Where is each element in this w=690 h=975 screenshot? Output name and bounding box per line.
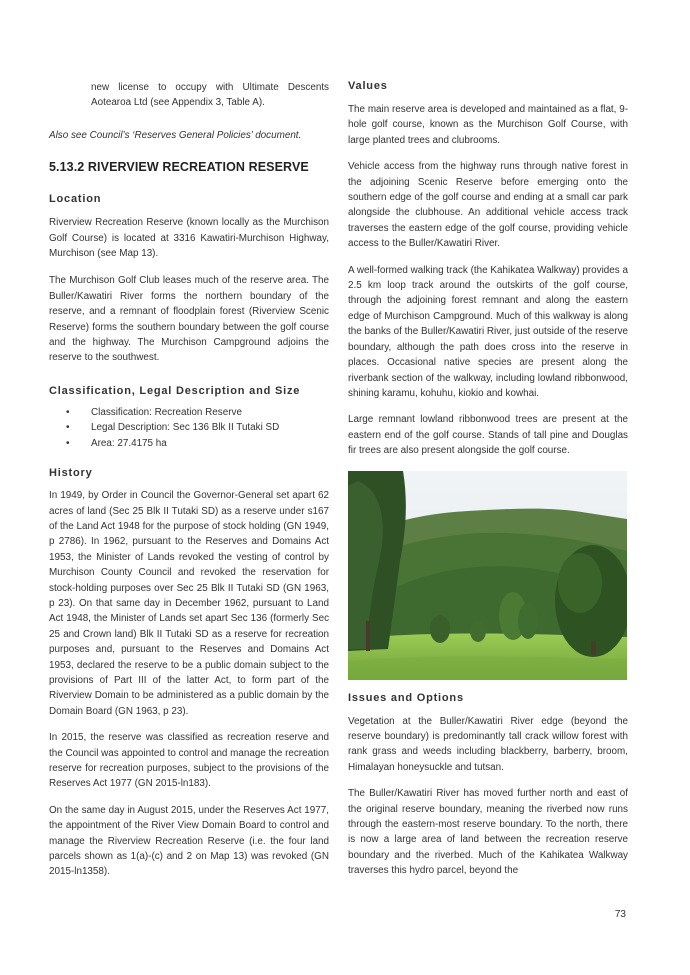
list-item: • Classification: Recreation Reserve xyxy=(49,405,329,420)
location-paragraph-2: The Murchison Golf Club leases much of the reserve area. The Buller/Kawatiri River forms the northern boundary of the reserve, and a remnant of floodplain forest (Riverview Scenic Reserve) forms the southern boundary between the golf course and the highway. The Murchison Campground adjoins the reserve to the southwest. xyxy=(49,275,329,364)
page-number: 73 xyxy=(614,909,626,920)
list-item: • Area: 27.4175 ha xyxy=(49,436,329,451)
left-column xyxy=(49,80,329,880)
golf-course-photo xyxy=(348,471,627,680)
also-see-note: Also see Council’s ‘Reserves General Policies’ document. xyxy=(49,129,302,141)
values-paragraph-2: Vehicle access from the highway runs through native forest in the adjoining Scenic Reserve before emerging onto the southern edge of the golf course and ending at a small car park alongside the clubhouse. An additional vehicle access track traverses the eastern edge of the golf course, providing vehicle access to the Buller/Kawatiri River. xyxy=(348,161,628,250)
values-paragraph-1: The main reserve area is developed and maintained as a flat, 9-hole golf course, known as the Murchison Golf Course, with large planted trees and clubrooms. xyxy=(348,104,628,146)
issues-paragraph-2: The Buller/Kawatiri River has moved further north and east of the original reserve boundary, meaning the riverbed now runs through the eastern-most reserve boundary. To the north, there is now a large area of land between the recreation reserve boundary and the riverbed. Much of the Kahikatea Walkway traverses this hydro parcel, beyond the xyxy=(348,788,628,877)
right-column xyxy=(348,80,628,879)
history-paragraph-3: On the same day in August 2015, under the Reserves Act 1977, the appointment of the River View Domain Board to control and manage the Riverview Recreation Reserve (i.e. the four land parcels shown as 1(a)-(c) and 2 on Map 13) was revoked (GN 2015-ln1358). xyxy=(49,804,329,878)
history-heading: History xyxy=(49,467,93,480)
intro-continuation: new license to occupy with Ultimate Descents Aotearoa Ltd (see Appendix 3, Table A). xyxy=(91,82,329,109)
classification-list xyxy=(49,405,329,451)
history-paragraph-2: In 2015, the reserve was classified as recreation reserve and the Council was appointed to control and manage the recreation reserve for recreation purposes, subject to the provisions of the Reserves Act 1977 (GN 2015-ln183). xyxy=(49,732,329,790)
classification-heading: Classification, Legal Description and Size xyxy=(49,384,301,397)
history-paragraph-1: In 1949, by Order in Council the Governor-General set apart 62 acres of land (Sec 25 Blk II Tutaki SD) as a reserve under s167 of the Land Act 1948 for the purpose of stock holding (GN 1949, p 2786). In 1962, pursuant to the Reserves and Domains Act 1953, the Minister of Lands revoked the vesting of control by Murchison County Council and revoked the reservation for stock-holding purposes over Sec 25 Blk II Tutaki SD (GN 1963, p 23). On that same day in December 1962, pursuant to Land Act 1948, the Minister of Lands set apart Sec 136 (formerly Sec 25 and Crown land) Blk II Tutaki SD as a reserve for recreation purposes and, pursuant to the Reserves and Domains Act 1953, declared the reserve to be a public domain subject to the provisions of Part III of the latter Act, to form part of the Riverview Domain to be administered as a public domain by the Domain Board (GN 1963, p 23). xyxy=(49,490,329,717)
values-paragraph-3: A well-formed walking track (the Kahikatea Walkway) provides a 2.5 km loop track around the outskirts of the golf course, through the adjoining forest remnant and along the eastern edge of Murchison Campground. Much of this walkway is along the banks of the Buller/Kawatiri River, just outside of the reserve boundary, although the path does cross into the reserve in places. Occasional native species are present along the riverbank section of the walkway, including lowland ribbonwood, shining karamu, kohuhu, kiokio and kowhai. xyxy=(348,264,628,399)
location-heading: Location xyxy=(49,193,102,206)
location-paragraph-1: Riverview Recreation Reserve (known locally as the Murchison Golf Course) is located at 3316 Kawatiri-Murchison Highway, Murchison (see Map 13). xyxy=(49,217,329,260)
issues-paragraph-1: Vegetation at the Buller/Kawatiri River edge (beyond the reserve boundary) is predominantly tall crack willow forest with rank grass and weeds including blackberry, barberry, broom, Himalayan honeysuckle and tutsan. xyxy=(348,715,628,773)
list-item: • Legal Description: Sec 136 Blk II Tutaki SD xyxy=(49,420,329,435)
issues-heading: Issues and Options xyxy=(348,691,464,704)
values-paragraph-4: Large remnant lowland ribbonwood trees are present at the eastern end of the golf course. Stands of tall pine and Douglas fir trees are also present alongside the golf course. xyxy=(348,414,628,457)
values-heading: Values xyxy=(348,80,388,92)
section-heading: 5.13.2 RIVERVIEW RECREATION RESERVE xyxy=(49,160,309,175)
